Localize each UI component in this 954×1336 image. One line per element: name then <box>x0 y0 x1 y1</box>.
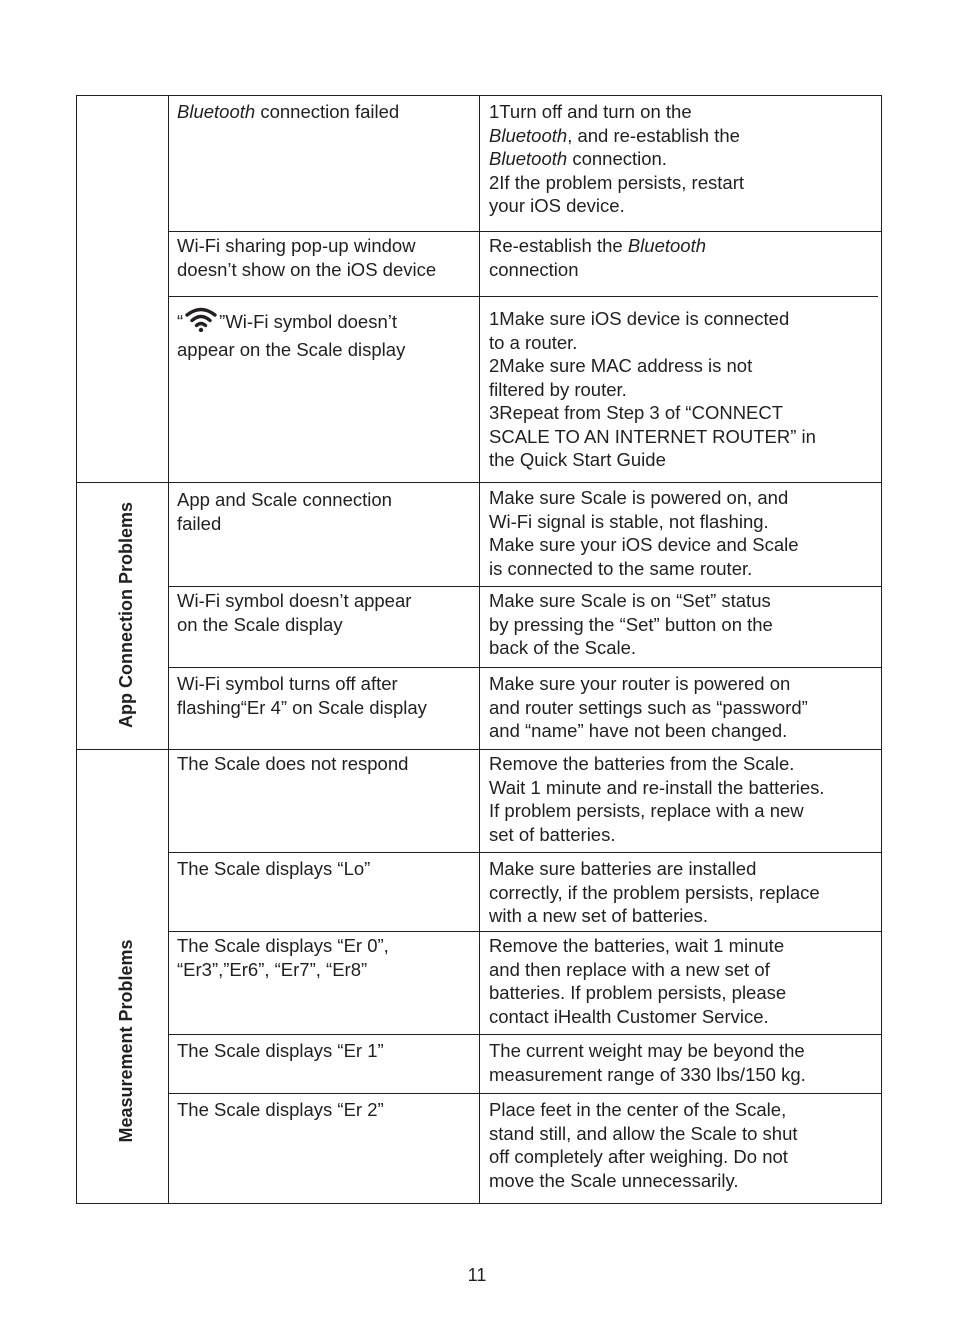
solution-wifi-sharing-popup: Re-establish the Bluetooth connection <box>489 235 707 280</box>
column-divider-solution <box>479 95 480 1204</box>
column-divider-category <box>168 95 169 1204</box>
section-divider <box>76 749 882 750</box>
page-number: 11 <box>467 1265 487 1285</box>
problem-wifi-symbol-display: Wi-Fi symbol doesn’t appear on the Scale display <box>177 590 412 635</box>
problem-scale-er2: The Scale displays “Er 2” <box>177 1099 384 1120</box>
problem-scale-er1: The Scale displays “Er 1” <box>177 1040 384 1061</box>
solution-scale-er0: Remove the batteries, wait 1 minute and then replace with a new set of batteries. If problem persists, please contact iHealth Customer Service. <box>489 935 787 1027</box>
solution-app-scale-connection-failed: Make sure Scale is powered on, and Wi-Fi signal is stable, not flashing. Make sure your iOS device and Scale is connected to the same router. <box>489 487 799 579</box>
problem-scale-no-respond: The Scale does not respond <box>177 753 409 774</box>
row-divider <box>168 296 878 297</box>
category-measurement-problems: Measurement Problems <box>116 939 136 1143</box>
problem-wifi-symbol-missing: “ ”Wi-Fi symbol doesn’t appear on the Scale display <box>177 306 405 361</box>
problem-wifi-turns-off: Wi-Fi symbol turns off after flashing“Er 4” on Scale display <box>177 673 427 718</box>
row-divider <box>168 1034 882 1035</box>
row-divider <box>168 667 882 668</box>
row-divider <box>168 1093 882 1094</box>
solution-wifi-symbol-display: Make sure Scale is on “Set” status by pressing the “Set” button on the back of the Scale. <box>489 590 773 658</box>
row-divider <box>168 231 882 232</box>
wifi-icon <box>185 306 217 338</box>
problem-wifi-sharing-popup: Wi-Fi sharing pop-up window doesn’t show on the iOS device <box>177 235 437 280</box>
solution-scale-no-respond: Remove the batteries from the Scale. Wait 1 minute and re-install the batteries. If problem persists, replace with a new set of batteries. <box>489 753 825 845</box>
problem-scale-lo: The Scale displays “Lo” <box>177 858 371 879</box>
solution-scale-er1: The current weight may be beyond the measurement range of 330 lbs/150 kg. <box>489 1040 806 1085</box>
category-app-connection-problems: App Connection Problems <box>116 502 136 729</box>
solution-wifi-turns-off: Make sure your router is powered on and router settings such as “password” and “name” have not been changed. <box>489 673 808 741</box>
problem-scale-er0: The Scale displays “Er 0”, “Er3”,”Er6”, “Er7”, “Er8” <box>177 935 389 980</box>
row-divider <box>168 852 882 853</box>
section-divider <box>76 482 882 483</box>
solution-scale-lo: Make sure batteries are installed correctly, if the problem persists, replace with a new set of batteries. <box>489 858 820 926</box>
problem-app-scale-connection-failed: App and Scale connection failed <box>177 489 392 534</box>
problem-bluetooth-connection-failed: Bluetooth connection failed <box>177 101 400 122</box>
row-divider <box>168 586 882 587</box>
row-divider <box>168 931 882 932</box>
solution-bluetooth-connection-failed: 1Turn off and turn on the Bluetooth, and re-establish the Bluetooth connection. 2If the problem persists, restart your iOS device. <box>489 101 744 216</box>
solution-wifi-symbol-missing: 1Make sure iOS device is connected to a router. 2Make sure MAC address is not filtered by router. 3Repeat from Step 3 of “CONNECT SCALE TO AN INTERNET ROUTER” in the Quick Start Guide <box>489 308 816 470</box>
solution-scale-er2: Place feet in the center of the Scale, stand still, and allow the Scale to shut off completely after weighing. Do not move the Scale unnecessarily. <box>489 1099 798 1191</box>
